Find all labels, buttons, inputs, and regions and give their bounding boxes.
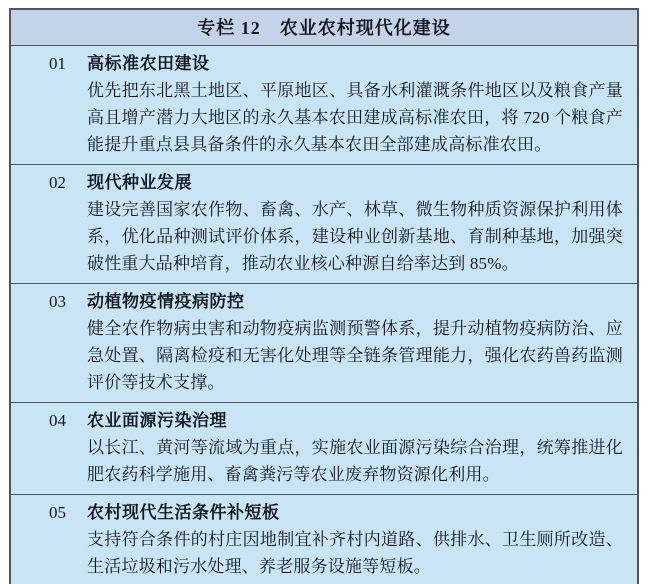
section-heading: 农村现代生活条件补短板 (87, 503, 280, 522)
section-heading: 动植物疫情疫病防控 (87, 292, 245, 311)
section-heading: 现代种业发展 (87, 173, 192, 192)
section-number: 04 (49, 411, 66, 430)
section-pollution-control (11, 402, 637, 494)
section-head (49, 169, 623, 196)
panel-title-bar (11, 10, 637, 46)
section-body: 支持符合条件的村庄因地制宜补齐村内道路、供排水、卫生厕所改造、生活垃圾和污水处理、养老服务设施等短板。 (87, 530, 623, 576)
section-head (49, 407, 623, 434)
section-heading: 高标准农田建设 (87, 54, 210, 73)
section-high-standard-farmland (11, 46, 637, 164)
section-number: 01 (49, 54, 66, 73)
section-epidemic-prevention (11, 283, 637, 402)
section-body: 建设完善国家农作物、畜禽、水产、林草、微生物种质资源保护利用体系，优化品种测试评价体系，建设种业创新基地、育制种基地，加强突破性重大品种培育，推动农业核心种源自给率达到 85%。 (87, 200, 623, 273)
section-body: 健全农作物病虫害和动物疫病监测预警体系，提升动植物疫病防治、应急处置、隔离检疫和无害化处理等全链条管理能力，强化农药兽药监测评价等技术支撑。 (87, 319, 623, 392)
section-number: 05 (49, 503, 66, 522)
section-head (49, 499, 623, 526)
section-number: 03 (49, 292, 66, 311)
section-body: 以长江、黄河等流域为重点，实施农业面源污染综合治理，统筹推进化肥农药科学施用、畜禽粪污等农业废弃物资源化利用。 (87, 438, 623, 484)
section-head (49, 288, 623, 315)
section-head (49, 50, 623, 77)
panel-title: 专栏 12 农业农村现代化建设 (197, 18, 451, 38)
section-modern-seed-industry (11, 164, 637, 283)
section-rural-living-conditions (11, 494, 637, 584)
section-body: 优先把东北黑土地区、平原地区、具备水利灌溉条件地区以及粮食产量高且增产潜力大地区的永久基本农田建成高标准农田，将 720 个粮食产能提升重点县具备条件的永久基本农田全部建成高标准农田。 (87, 81, 623, 154)
policy-box (9, 8, 639, 584)
section-number: 02 (49, 173, 66, 192)
section-heading: 农业面源污染治理 (87, 411, 227, 430)
